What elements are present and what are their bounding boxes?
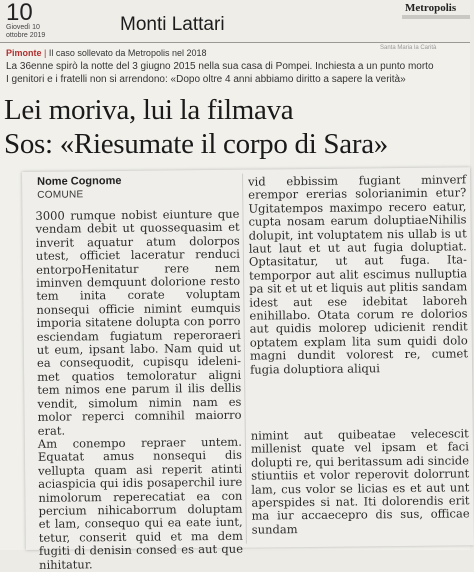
paragraph: nimint aut quibeatae velecescit millenist quate vel ipsam et faci dolupti re, qui beritassum adi sincide stiuntiis et volor reperovit dolorrunt lam, cus volor se licias es et aut unt aperspides si nat. Iti dolorendis erit ma iur accaecepro dis sus, officae sundam <box>250 426 470 537</box>
article-kicker <box>6 48 206 58</box>
paragraph: Am conempo repraer untem. Equatat amus nonsequi dis vellupta quam asi reperit atinti aciaspicia qui idis posaperchil iure nimolorum reperecatiat ea con percium nihicaborrum doluptam et lam, consequo qui ea eate iunt, tetur, conserit quid et ma dem fugiti di denisin consed es aut que nihitatur. <box>37 434 244 572</box>
article-column-right-lower <box>251 427 470 537</box>
summary-line-1: La 36enne spirò la notte del 3 giugno 2015 nella sua casa di Pompei. Inchiesta a un punto morto <box>6 61 434 72</box>
section-title: Monti Lattari <box>120 14 225 35</box>
headline-line-2: Sos: «Riesumate il corpo di Sara» <box>4 128 388 160</box>
paragraph: 3000 rumque nobist eiunture que vendam debit ut quossequasim et inverit aquatur atum dolorpos utest, officiet laceratur renduci entorpoHenitatur rere nem iminven demquunt dolorione resto tem inita corate voluptam nonsequi officie nimint eumquis imporia sitatene dolupta con porro esciendam fugiatum reperoraeri ut eum, ipsant labo. Nam quid ut ea consequodit, cupisqu idelenimet quatios temoloratur aligni tem nimos ene parum il ilis dellis vendit, simolum nimin nam es molor reperci comnihil maiorro erat. <box>35 206 242 438</box>
summary-line-2: I genitori e i fratelli non si arrendono: «Dopo oltre 4 anni abbiamo diritto a sapere la verità» <box>6 74 406 85</box>
article-column-right <box>248 173 468 376</box>
author-location: COMUNE <box>37 189 84 201</box>
column-divider <box>242 174 247 544</box>
author-name: Nome Cognome <box>37 174 122 188</box>
header-divider <box>0 42 470 43</box>
faint-heading: Santa Maria la Carità <box>380 45 437 51</box>
kicker-place: Pimonte <box>6 48 42 58</box>
page-number: 10 <box>6 0 33 26</box>
page-date: Giovedì 10 ottobre 2019 <box>6 24 46 39</box>
kicker-separator: | <box>44 48 47 58</box>
article-clipping <box>22 167 474 572</box>
brand-logo: Metropolis <box>405 2 457 14</box>
kicker-text: Il caso sollevato da Metropolis nel 2018 <box>48 48 207 58</box>
article-column-left <box>35 208 243 572</box>
brand-bar <box>402 15 470 19</box>
headline-line-1: Lei moriva, lui la filmava <box>4 94 294 126</box>
page-header <box>0 0 470 42</box>
paragraph: vid ebbissim fugiant minverf erempor ererias solorianimin etur? Ugitatempos maximpo recero eatur, cupta nosam earum doluptiaeNihilis dolupit, int voluptatem nis ullab is ut laut laut et ut aut fugia doluptiat. Optasitatur, ut aut fuga. Itatemporpor aut alit escimus nulluptia pa sit et ut et liquis aut plitis sandam idest aut ese idebitat laboreh enihillabo. Otata corum re dolorios aut quidis molorep udicienit rendit optatem explam lita sum quidi dolo magni dundit volorest re, cumet fugia doluptiora aliqui <box>248 172 468 377</box>
